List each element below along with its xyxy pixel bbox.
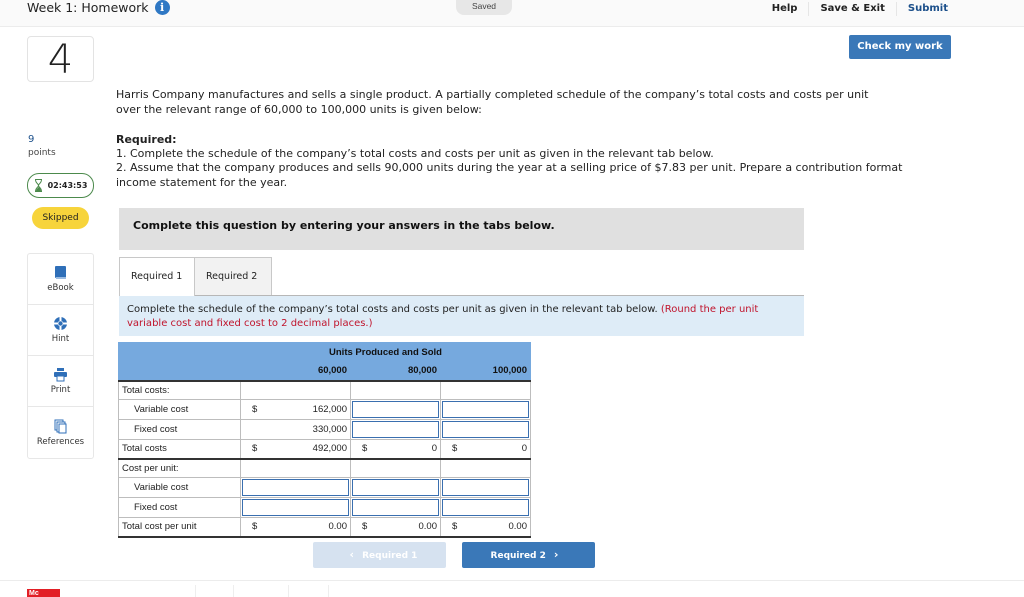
table-row	[119, 400, 531, 420]
documents-icon	[53, 419, 68, 434]
tab-instructions	[119, 296, 804, 336]
row-label-total-costs-section: Total costs:	[119, 381, 241, 400]
publisher-logo: Mc	[27, 589, 60, 597]
question-number: 4	[27, 36, 94, 82]
saved-status: Saved	[456, 0, 512, 15]
row-label-total-cost-per-unit: Total cost per unit	[119, 518, 241, 537]
cost-schedule-table	[118, 342, 531, 538]
pu-fixed-cost-60000-input[interactable]	[242, 499, 349, 516]
question-intro: Harris Company manufactures and sells a single product. A partially completed schedule of the company’s total costs and costs per unit over the relevant range of 60,000 to 100,000 units is given below:	[116, 88, 869, 116]
print-button[interactable]	[28, 356, 93, 407]
table-row	[119, 459, 531, 478]
instructions-box: Complete this question by entering your answers in the tabs below.	[119, 208, 804, 250]
tab-instruction-text: Complete the schedule of the company’s total costs and costs per unit as given in the relevant tab below.	[127, 304, 658, 315]
footer-separator	[288, 585, 289, 597]
currency-symbol: $	[452, 443, 458, 455]
fixed-cost-100000-input[interactable]	[442, 421, 529, 438]
row-label-pu-variable-cost: Variable cost	[119, 478, 241, 498]
printer-icon	[53, 367, 68, 382]
top-bar	[0, 0, 1024, 27]
table-row	[119, 478, 531, 498]
total-cpu-60000: 0.00	[328, 521, 347, 533]
currency-symbol: $	[452, 521, 458, 533]
table-row	[119, 381, 531, 400]
row-label-pu-fixed-cost: Fixed cost	[119, 498, 241, 518]
footer-separator	[233, 585, 234, 597]
currency-symbol: $	[362, 521, 368, 533]
column-header-80000: 80,000	[351, 362, 441, 381]
group-header: Units Produced and Sold	[241, 343, 531, 362]
points-label: points	[28, 148, 56, 158]
top-actions	[761, 0, 1024, 17]
next-tab-button[interactable]	[462, 542, 595, 568]
table-row	[119, 420, 531, 440]
ebook-button[interactable]	[28, 254, 93, 305]
table-row	[119, 440, 531, 459]
assignment-title-text: Week 1: Homework	[27, 0, 149, 15]
references-label: References	[36, 436, 85, 447]
required-heading: Required:	[116, 133, 177, 146]
pu-variable-cost-60000-input[interactable]	[242, 479, 349, 496]
rounding-note: (Round the per unit variable cost and fixed cost to 2 decimal places.)	[127, 304, 759, 329]
required-item-2: 2. Assume that the company produces and sells 90,000 units during the year at a selling price of $7.83 per unit. Prepare a contribution format income statement for the year.	[116, 161, 903, 189]
required-item-1: 1. Complete the schedule of the company’s total costs and costs per unit as given in the relevant tab below.	[116, 147, 714, 160]
lifebuoy-icon	[53, 316, 68, 331]
total-costs-60000: 492,000	[312, 443, 347, 455]
total-cpu-100000: 0.00	[508, 521, 527, 533]
chevron-left-icon: ‹	[349, 548, 355, 561]
currency-symbol: $	[252, 443, 258, 455]
previous-tab-button[interactable]	[313, 542, 446, 568]
currency-symbol: $	[362, 443, 368, 455]
currency-symbol: $	[252, 404, 258, 415]
next-tab-label: Required 2	[490, 551, 546, 561]
row-label-cost-per-unit-section: Cost per unit:	[119, 459, 241, 478]
fixed-cost-60000: 330,000	[241, 420, 351, 440]
chevron-right-icon: ›	[553, 548, 559, 561]
timer-value: 02:43:53	[47, 181, 88, 190]
total-costs-80000: 0	[431, 443, 437, 455]
submit-link[interactable]: Submit	[907, 2, 948, 14]
book-icon	[53, 265, 68, 280]
column-header-100000: 100,000	[441, 362, 531, 381]
total-cpu-80000: 0.00	[418, 521, 437, 533]
fixed-cost-80000-input[interactable]	[352, 421, 439, 438]
pu-fixed-cost-100000-input[interactable]	[442, 499, 529, 516]
ebook-label: eBook	[47, 283, 74, 293]
footer-separator	[195, 585, 196, 597]
points-value: 9	[28, 134, 35, 145]
status-badge: Skipped	[32, 207, 89, 229]
tab-required-1[interactable]: Required 1	[119, 257, 195, 297]
table-row	[119, 518, 531, 537]
assignment-title	[27, 0, 170, 14]
hourglass-icon	[34, 179, 43, 192]
previous-tab-label: Required 1	[362, 551, 418, 561]
currency-symbol: $	[252, 521, 258, 533]
variable-cost-60000: 162,000	[312, 404, 347, 415]
help-link[interactable]: Help	[761, 2, 810, 16]
column-header-60000: 60,000	[241, 362, 351, 381]
pu-variable-cost-80000-input[interactable]	[352, 479, 439, 496]
tab-required-2[interactable]: Required 2	[195, 257, 272, 296]
required-items	[116, 147, 906, 190]
pu-variable-cost-100000-input[interactable]	[442, 479, 529, 496]
row-label-variable-cost: Variable cost	[119, 400, 241, 420]
tools-panel	[27, 253, 94, 459]
references-button[interactable]	[28, 407, 93, 458]
variable-cost-80000-input[interactable]	[352, 401, 439, 418]
check-my-work-button[interactable]: Check my work	[849, 35, 951, 59]
hint-button[interactable]	[28, 305, 93, 356]
table-row	[119, 498, 531, 518]
print-label: Print	[50, 385, 71, 395]
hint-label: Hint	[51, 334, 70, 344]
row-label-fixed-cost: Fixed cost	[119, 420, 241, 440]
row-label-total-costs: Total costs	[119, 440, 241, 459]
tab-bar	[119, 257, 272, 296]
timer	[27, 173, 94, 198]
table-column-header-row	[119, 362, 531, 381]
variable-cost-100000-input[interactable]	[442, 401, 529, 418]
info-icon[interactable]: i	[155, 0, 170, 15]
table-group-header-row	[119, 343, 531, 362]
save-exit-link[interactable]: Save & Exit	[809, 2, 896, 16]
footer-divider	[0, 580, 1024, 581]
pu-fixed-cost-80000-input[interactable]	[352, 499, 439, 516]
total-costs-100000: 0	[521, 443, 527, 455]
footer-separator	[328, 585, 329, 597]
